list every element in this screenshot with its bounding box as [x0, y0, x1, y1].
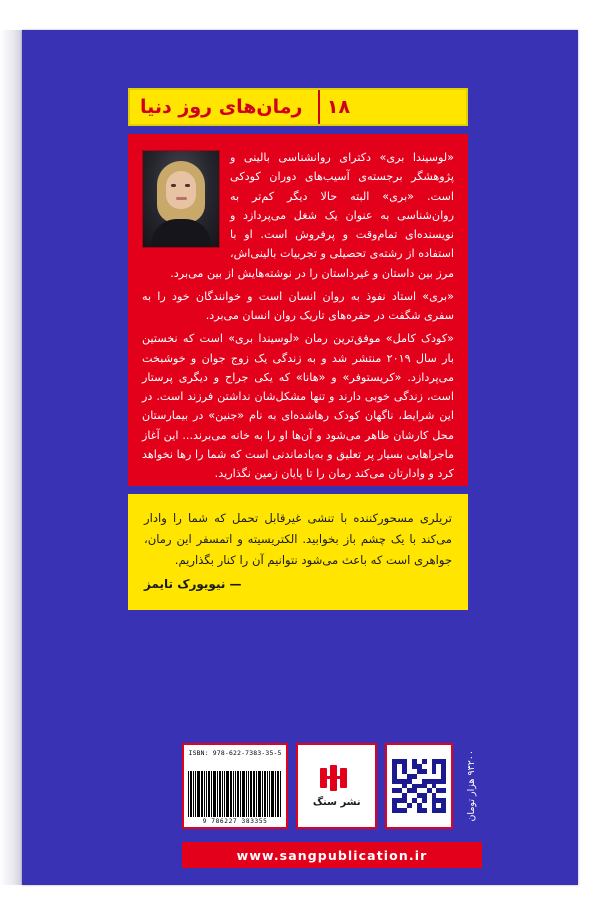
barcode-icon [188, 759, 282, 817]
series-number: ۱۸ [326, 96, 351, 118]
photo-face [166, 171, 196, 209]
photo-eye-left [171, 184, 176, 187]
review-source: — نیویورک تایمز [144, 576, 242, 591]
publisher-name: نشر سنگ [312, 796, 361, 808]
photo-mouth [176, 197, 187, 200]
book-stack-icon [320, 765, 354, 791]
blurb-paragraph: «بری» استاد نفوذ به روان انسان است و خوانندگان خود را به سفری شگفت در حفره‌های تاریک روان انسان می‌برد. [142, 289, 454, 323]
footer-row [182, 743, 482, 829]
price-text: ۹۳۲۰۰ هزار تومان [466, 750, 478, 822]
blurb-paragraph: «لوسیندا بری» دکترای روانشناسی بالینی و پژوهشگر برجسته‌ی آسیب‌های دوران کودکی است. «بری» البته حالا دیگر کم‌تر به روان‌شناسی به عنوان یک شغل می‌پردازد و نویسنده‌ای تمام‌وقت و پرفروش است. او با استفاده از رشته‌ی تحصیلی و تجربیات بالینی‌اش، مرز بین داستان و غیرداستان را در نوشته‌هایش از بین می‌برد. [170, 151, 454, 280]
author-photo [142, 150, 220, 248]
series-banner [128, 88, 468, 126]
review-text: تریلری مسحورکننده با تنشی غیرقابل تحمل که شما را وادار می‌کند با یک چشم باز بخوابید. الکتریسیته و اتمسفر این رمان، جواهری است که باعث می‌شود نتوانیم آن را کنار بگذاریم. [144, 511, 452, 567]
series-number-box [318, 90, 356, 124]
cover-panel [22, 30, 578, 885]
page-edge [0, 30, 22, 885]
photo-eye-right [185, 184, 190, 187]
website-url[interactable]: www.sangpublication.ir [236, 847, 428, 863]
price-box [461, 743, 482, 829]
review-panel [128, 494, 468, 610]
publisher-box [296, 743, 377, 829]
blurb-panel [128, 134, 468, 486]
website-bar[interactable] [182, 842, 482, 868]
isbn-digits: 9 786227 383355 [202, 818, 268, 825]
isbn-box [182, 743, 288, 829]
qr-code-box[interactable] [385, 743, 453, 829]
isbn-label: ISBN: 978-622-7383-35-5 [188, 749, 282, 757]
series-title: رمان‌های روز دنیا [140, 96, 303, 118]
qr-code-icon[interactable] [392, 759, 446, 813]
blurb-paragraph: «کودک کامل» موفق‌ترین رمان «لوسیندا بری» است که نخستین بار سال ۲۰۱۹ منتشر شد و به زندگی یک زوج جوان و خوشبخت می‌پردازد. «کریستوفر» و «هانا» که یکی جراح و دیگری پرستار است، زندگی خوبی دارند و تنها مشکل‌شان نداشتن فرزند است. در این شرایط، ناگهان کودک رهاشده‌ای به نام «جنین» در بیمارستان محل کارشان ظاهر می‌شود و آن‌ها او را به خانه می‌برند... این آغاز ماجراهایی بسیار پر تعلیق و به‌یادماندنی است که شما را رها نخواهد کرد و وادارتان می‌کند رمان را تا پایان زمین نگذارید. [142, 332, 454, 481]
